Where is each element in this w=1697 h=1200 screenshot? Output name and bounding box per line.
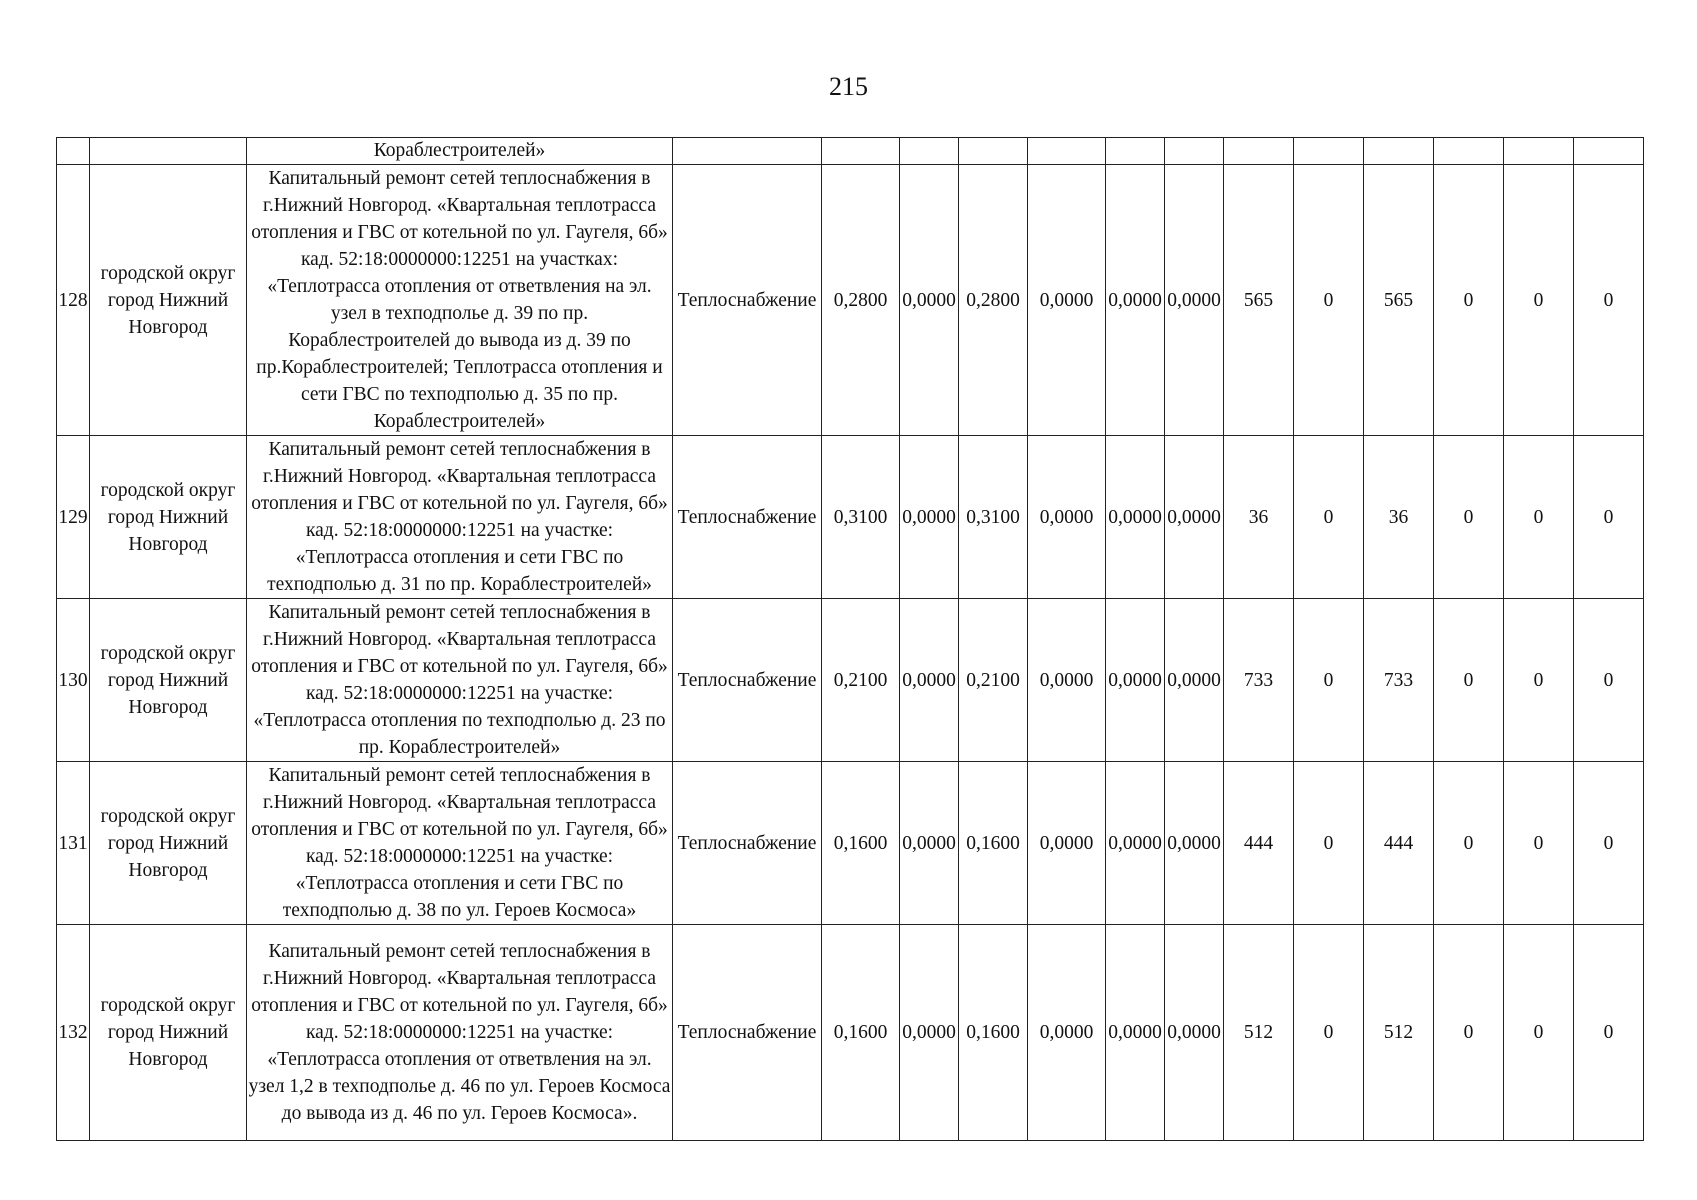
- cell-municipality: городской округ город Нижний Новгород: [90, 165, 247, 436]
- cell-type: Теплоснабжение: [673, 762, 822, 925]
- cell-description: Капитальный ремонт сетей теплоснабжения в г.Нижний Новгород. «Квартальная теплотрасса отопления и ГВС от котельной по ул. Гаугеля, 6б» кад. 52:18:0000000:12251 на участке: «Теплотрасса отопления по техподполью д. 23 по пр. Кораблестроителей»: [247, 599, 673, 762]
- cell-description: Капитальный ремонт сетей теплоснабжения в г.Нижний Новгород. «Квартальная теплотрасса отопления и ГВС от котельной по ул. Гаугеля, 6б» кад. 52:18:0000000:12251 на участках: «Теплотрасса отопления от ответвления на эл. узел в техподполье д. 39 по пр. Кораблестроителей до вывода из д. 39 по пр.Кораблестроителей; Теплотрасса отопления и сети ГВС по техподполью д. 35 по пр. Кораблестроителей»: [247, 165, 673, 436]
- cell-value: 0,0000: [1106, 599, 1165, 762]
- cell-value: 0: [1574, 925, 1644, 1141]
- cell-value: 0: [1434, 436, 1504, 599]
- cell-value: 0,0000: [1028, 762, 1106, 925]
- cell-value: 0,0000: [1028, 599, 1106, 762]
- cell-value: 565: [1224, 165, 1294, 436]
- capital-repair-table: [56, 137, 1644, 1141]
- cell-value: 0,0000: [1106, 436, 1165, 599]
- cell-value: 0,0000: [1106, 925, 1165, 1141]
- cell-value: 0,2100: [822, 599, 900, 762]
- cell-municipality: городской округ город Нижний Новгород: [90, 436, 247, 599]
- cell-value: 0,1600: [822, 925, 900, 1141]
- cell-value: 0: [1294, 762, 1364, 925]
- cell-value: 0,0000: [1106, 165, 1165, 436]
- cell-value: 0: [1504, 762, 1574, 925]
- cell-value: 512: [1364, 925, 1434, 1141]
- table-row-continuation: [57, 138, 1644, 165]
- cell-description: Кораблестроителей»: [247, 138, 673, 165]
- cell-value: 0: [1504, 925, 1574, 1141]
- table-row: [57, 165, 1644, 436]
- cell-value: 0,3100: [959, 436, 1028, 599]
- cell-description: Капитальный ремонт сетей теплоснабжения в г.Нижний Новгород. «Квартальная теплотрасса отопления и ГВС от котельной по ул. Гаугеля, 6б» кад. 52:18:0000000:12251 на участке: «Теплотрасса отопления и сети ГВС по техподполью д. 38 по ул. Героев Космоса»: [247, 762, 673, 925]
- cell-value: 733: [1224, 599, 1294, 762]
- cell-value: 512: [1224, 925, 1294, 1141]
- table-row: [57, 762, 1644, 925]
- cell-value: 0,1600: [822, 762, 900, 925]
- table-row: [57, 599, 1644, 762]
- cell-value: 0,3100: [822, 436, 900, 599]
- page-number: 215: [829, 72, 868, 101]
- cell-value: 0: [1294, 925, 1364, 1141]
- cell-description: Капитальный ремонт сетей теплоснабжения в г.Нижний Новгород. «Квартальная теплотрасса отопления и ГВС от котельной по ул. Гаугеля, 6б» кад. 52:18:0000000:12251 на участке: «Теплотрасса отопления от ответвления на эл. узел 1,2 в техподполье д. 46 по ул. Героев Космоса до вывода из д. 46 по ул. Героев Космоса».: [247, 925, 673, 1141]
- cell-value: 0,2800: [822, 165, 900, 436]
- cell-value: 0,0000: [1165, 925, 1224, 1141]
- cell-description: Капитальный ремонт сетей теплоснабжения в г.Нижний Новгород. «Квартальная теплотрасса отопления и ГВС от котельной по ул. Гаугеля, 6б» кад. 52:18:0000000:12251 на участке: «Теплотрасса отопления и сети ГВС по техподполью д. 31 по пр. Кораблестроителей»: [247, 436, 673, 599]
- cell-value: 0: [1504, 599, 1574, 762]
- cell-num: 129: [57, 436, 90, 599]
- cell-value: 0,0000: [900, 165, 959, 436]
- cell-num: 132: [57, 925, 90, 1141]
- cell-municipality: [90, 138, 247, 165]
- cell-num: 130: [57, 599, 90, 762]
- cell-value: 0: [1434, 165, 1504, 436]
- cell-value: 565: [1364, 165, 1434, 436]
- cell-value: 0: [1574, 436, 1644, 599]
- cell-value: 0,0000: [1165, 599, 1224, 762]
- cell-value: 0: [1574, 762, 1644, 925]
- cell-value: 0: [1434, 762, 1504, 925]
- cell-num: 131: [57, 762, 90, 925]
- cell-value: 0: [1574, 599, 1644, 762]
- cell-value: 0: [1574, 165, 1644, 436]
- cell-type: Теплоснабжение: [673, 599, 822, 762]
- cell-value: 0,2800: [959, 165, 1028, 436]
- cell-value: 0: [1434, 599, 1504, 762]
- cell-value: 0: [1294, 436, 1364, 599]
- cell-value: 0,0000: [900, 436, 959, 599]
- cell-value: 0,0000: [900, 925, 959, 1141]
- cell-value: 0,1600: [959, 925, 1028, 1141]
- cell-value: 444: [1224, 762, 1294, 925]
- cell-value: 0,0000: [1028, 925, 1106, 1141]
- cell-value: 0,0000: [1165, 762, 1224, 925]
- cell-value: 0,0000: [1106, 762, 1165, 925]
- cell-type: Теплоснабжение: [673, 165, 822, 436]
- cell-type: Теплоснабжение: [673, 925, 822, 1141]
- cell-value: 444: [1364, 762, 1434, 925]
- cell-value: 0,0000: [1165, 436, 1224, 599]
- table-row: [57, 925, 1644, 1141]
- table-row: [57, 436, 1644, 599]
- cell-value: 36: [1224, 436, 1294, 599]
- cell-type: Теплоснабжение: [673, 436, 822, 599]
- cell-value: 0,2100: [959, 599, 1028, 762]
- cell-municipality: городской округ город Нижний Новгород: [90, 599, 247, 762]
- cell-num: [57, 138, 90, 165]
- cell-value: 0: [1504, 436, 1574, 599]
- cell-value: 0,0000: [1028, 436, 1106, 599]
- cell-value: 0,1600: [959, 762, 1028, 925]
- cell-value: 0: [1294, 165, 1364, 436]
- cell-value: 733: [1364, 599, 1434, 762]
- cell-value: 0,0000: [1165, 165, 1224, 436]
- cell-value: 0: [1294, 599, 1364, 762]
- cell-value: 0,0000: [900, 599, 959, 762]
- cell-value: 0: [1434, 925, 1504, 1141]
- cell-value: 0,0000: [900, 762, 959, 925]
- cell-num: 128: [57, 165, 90, 436]
- cell-municipality: городской округ город Нижний Новгород: [90, 925, 247, 1141]
- cell-value: 0: [1504, 165, 1574, 436]
- cell-municipality: городской округ город Нижний Новгород: [90, 762, 247, 925]
- cell-value: 36: [1364, 436, 1434, 599]
- cell-value: 0,0000: [1028, 165, 1106, 436]
